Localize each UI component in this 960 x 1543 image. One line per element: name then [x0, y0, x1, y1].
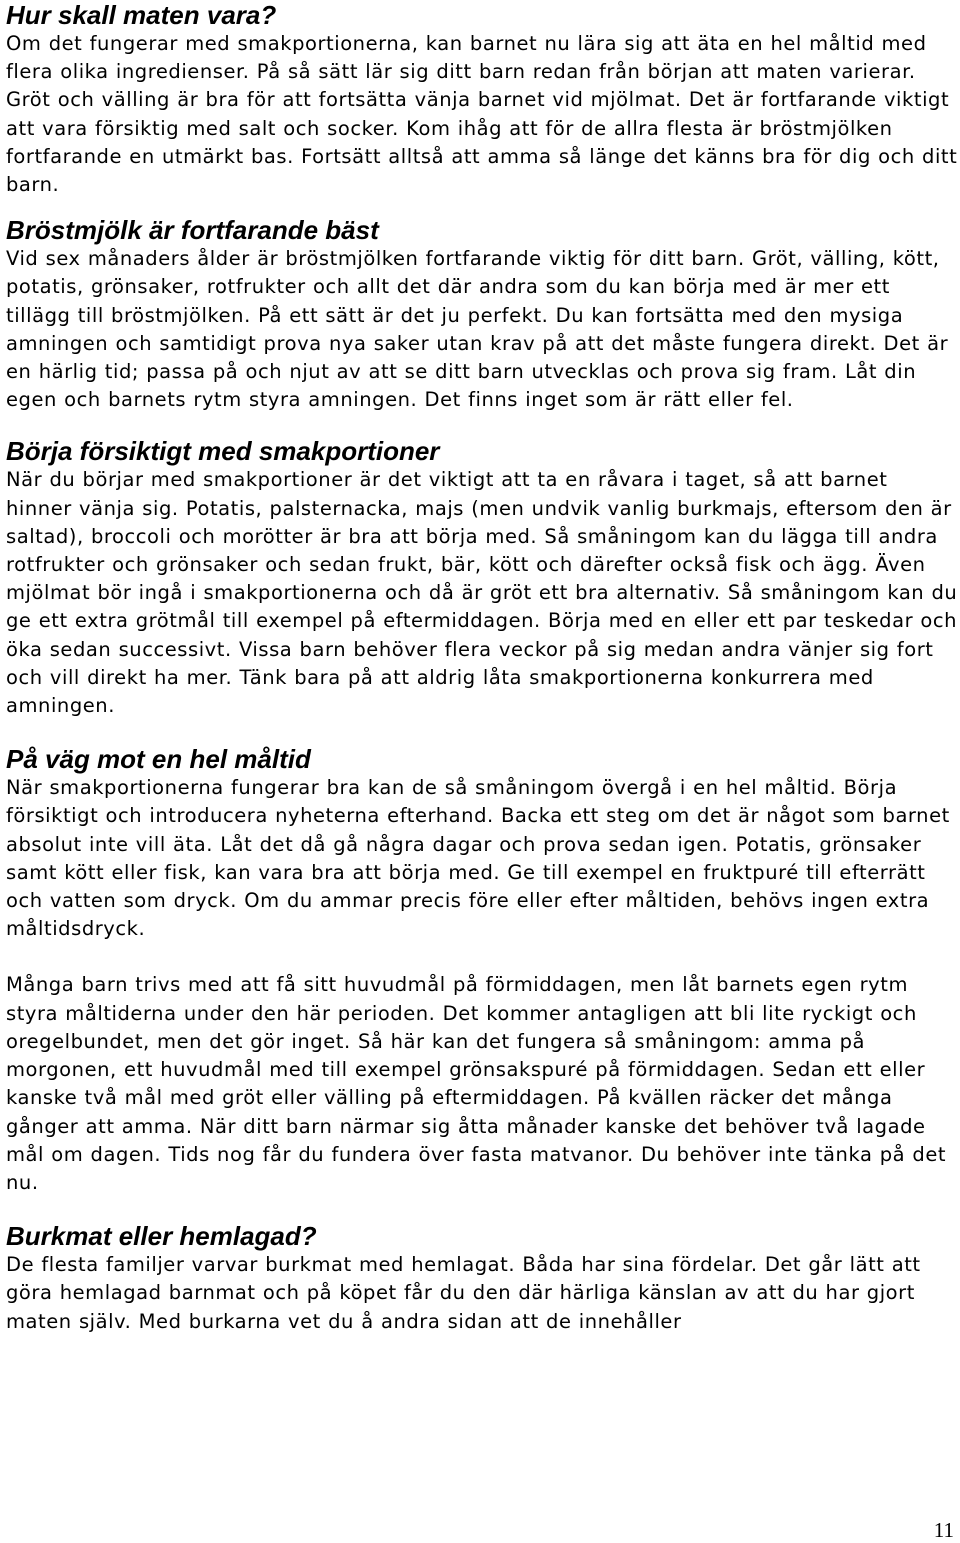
section-heading: Hur skall maten vara?	[6, 0, 277, 30]
section-heading: Bröstmjölk är fortfarande bäst	[6, 215, 379, 246]
section-paragraph: Vid sex månaders ålder är bröstmjölken fortfarande viktig för ditt barn. Gröt, välling, kött, potatis, grönsaker, rotfrukter och allt det där andra som du kan börja med är mer ett tillägg till bröstmjölken. På ett sätt är det ju perfekt. Du kan fortsätta med den mysiga amningen och samtidigt prova nya saker utan krav på att det måste fungera direkt. Det är en härlig tid; passa på och njut av att se ditt barn utvecklas och prova sig fram. Låt din egen och barnets rytm styra amningen. Det finns inget som är rätt eller fel.	[6, 247, 949, 412]
section-hur-skall-maten-vara	[6, 0, 958, 199]
section-brostmjolk-ar-fortfarande-bast	[6, 215, 958, 414]
section-paragraph: När smakportionerna fungerar bra kan de så småningom övergå i en hel måltid. Börja försiktigt och introducera nyheterna efterhand. Backa ett steg om det är något som barnet absolut inte vill äta. Låt det då gå några dagar och prova sedan igen. Potatis, grönsaker samt kött eller fisk, kan vara bra att börja med. Ge till exempel en fruktpuré till efterrätt och vatten som dryck. Om du ammar precis före eller efter måltiden, behövs ingen extra måltidsdryck.	[6, 776, 950, 941]
section-heading: Burkmat eller hemlagad?	[6, 1221, 317, 1252]
section-paragraph: När du börjar med smakportioner är det viktigt att ta en råvara i taget, så att barnet hinner vänja sig. Potatis, palsternacka, majs (men undvik vanlig burkmajs, eftersom den är saltad), broccoli och morötter är bra att börja med. Så småningom kan du lägga till andra rotfrukter och grönsaker och sedan frukt, bär, kött och därefter också fisk och ägg. Även mjölmat bör ingå i smakportionerna och då är gröt ett bra alternativ. Så småningom kan du ge ett extra grötmål till exempel på eftermiddagen. Börja med en eller ett par teskedar och öka sedan successivt. Vissa barn behöver flera veckor på sig medan andra vänjer sig fort och vill direkt ha mer. Tänk bara på att aldrig låta smakportionerna konkurrera med amningen.	[6, 468, 958, 718]
document-page	[6, 0, 958, 1336]
section-pa-vag-mot-en-hel-maltid	[6, 744, 958, 1197]
section-paragraph: De flesta familjer varvar burkmat med hemlagat. Båda har sina fördelar. Det går lätt att göra hemlagad barnmat och på köpet får du den där härliga känslan av att du har gjort maten själv. Med burkarna vet du å andra sidan att de innehåller	[6, 1253, 921, 1333]
section-paragraph: Många barn trivs med att få sitt huvudmål på förmiddagen, men låt barnets egen rytm styra måltiderna under den här perioden. Det kommer antagligen att bli lite ryckigt och oregelbundet, men det gör inget. Så här kan det fungera så småningom: amma på morgonen, ett huvudmål med till exempel grönsakspuré på förmiddagen. Sedan ett eller kanske två mål med gröt eller välling på eftermiddagen. På kvällen räcker det många gånger att amma. När ditt barn närmar sig åtta månader kanske det behöver två lagade mål om dagen. Tids nog får du fundera över fasta matvanor. Du behöver inte tänka på det nu.	[6, 973, 947, 1194]
page-number: 11	[933, 1518, 954, 1542]
section-paragraph: Om det fungerar med smakportionerna, kan barnet nu lära sig att äta en hel måltid med flera olika ingredienser. På så sätt lär sig ditt barn redan från början att maten varierar. Gröt och välling är bra för att fortsätta vänja barnet vid mjölmat. Det är fortfarande viktigt att vara försiktig med salt och socker. Kom ihåg att för de allra flesta är bröstmjölken fortfarande en utmärkt bas. Fortsätt alltså att amma så länge det känns bra för dig och ditt barn.	[6, 32, 958, 197]
section-borja-forsiktigt	[6, 436, 958, 720]
section-heading: På väg mot en hel måltid	[6, 744, 311, 775]
section-heading: Börja försiktigt med smakportioner	[6, 436, 440, 467]
section-burkmat-eller-hemlagad	[6, 1221, 958, 1336]
